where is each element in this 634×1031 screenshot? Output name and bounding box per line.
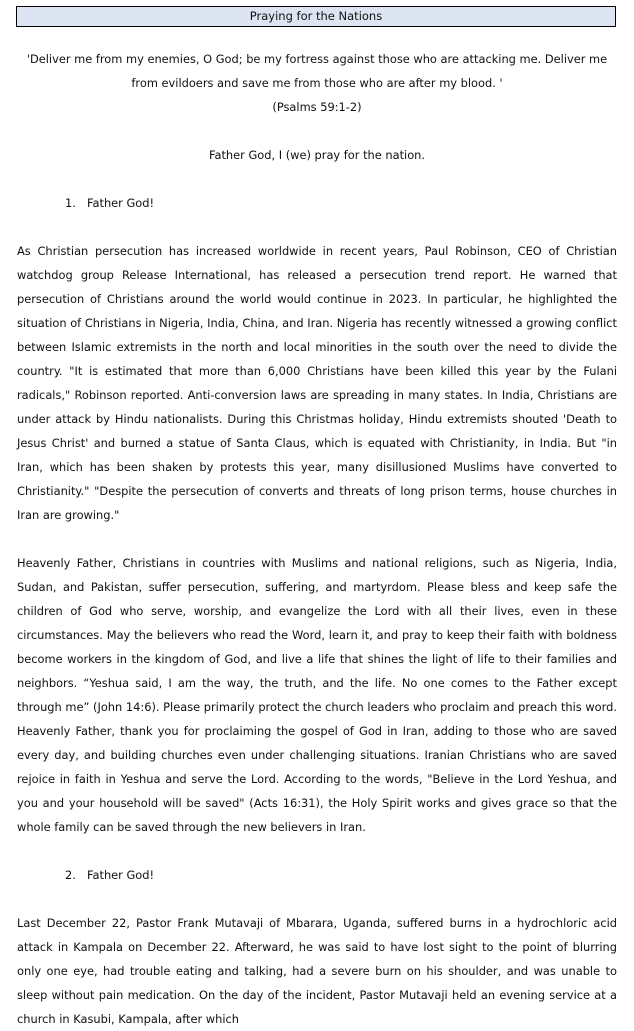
section-number: 2.: [65, 868, 76, 882]
document-body: [17, 47, 617, 1031]
section-number: 1.: [65, 196, 76, 210]
section-title: Father God!: [87, 196, 155, 210]
header-title: Praying for the Nations: [249, 9, 383, 23]
section-heading-1: [17, 191, 617, 215]
paragraph: As Christian persecution has increased worldwide in recent years, Paul Robinson, CEO of Christian watchdog group Release International, has released a persecution trend report. He warned that persecution of Christians around the world would continue in 2023. In particular, he highlighted the situation of Christians in Nigeria, India, China, and Iran. Nigeria has recently witnessed a growing conflict between Islamic extremists in the north and local minorities in the south over the need to divide the country. "It is estimated that more than 6,000 Christians have been killed this year by the Fulani radicals," Robinson reported. Anti-conversion laws are spreading in many states. In India, Christians are under attack by Hindu nationalists. During this Christmas holiday, Hindu extremists shouted 'Death to Jesus Christ' and burned a statue of Santa Claus, which is equated with Christianity, in India. But "in Iran, which has been shaken by protests this year, many disillusioned Muslims have converted to Christianity." "Despite the persecution of converts and threats of long prison terms, house churches in Iran are growing.": [17, 244, 617, 522]
scripture-verse: 'Deliver me from my enemies, O God; be my fortress against those who are attacking me. Deliver me from evildoers and save me from those who are after my blood. ': [26, 52, 608, 90]
paragraph: Last December 22, Pastor Frank Mutavaji of Mbarara, Uganda, suffered burns in a hydrochloric acid attack in Kampala on December 22. Afterward, he was said to have lost sight to the point of blurring only one eye, had trouble eating and talking, had a severe burn on his shoulder, and was unable to sleep without pain medication. On the day of the incident, Pastor Mutavaji held an evening service at a church in Kasubi, Kampala, after which: [17, 916, 617, 1026]
section-title: Father God!: [87, 868, 155, 882]
section-heading-2: [17, 863, 617, 887]
paragraph: Heavenly Father, Christians in countries with Muslims and national religions, such as Nigeria, India, Sudan, and Pakistan, suffer persecution, suffering, and martyrdom. Please bless and keep safe the children of God who serve, worship, and evangelize the Lord with all their lives, even in these circumstances. May the believers who read the Word, learn it, and pray to keep their faith with boldness become workers in the kingdom of God, and live a life that shines the light of life to their families and neighbors. “Yeshua said, I am the way, the truth, and the life. No one comes to the Father except through me” (John 14:6). Please primarily protect the church leaders who proclaim and preach this word. Heavenly Father, thank you for proclaiming the gospel of God in Iran, adding to those who are saved every day, and building churches even under challenging situations. Iranian Christians who are saved rejoice in faith in Yeshua and serve the Lord. According to the words, "Believe in the Lord Yeshua, and you and your household will be saved" (Acts 16:31), the Holy Spirit works and gives grace so that the whole family can be saved through the new believers in Iran.: [17, 556, 617, 834]
scripture-reference: (Psalms 59:1-2): [272, 100, 362, 114]
intro-line: Father God, I (we) pray for the nation.: [208, 148, 426, 162]
page-header: [16, 6, 616, 27]
